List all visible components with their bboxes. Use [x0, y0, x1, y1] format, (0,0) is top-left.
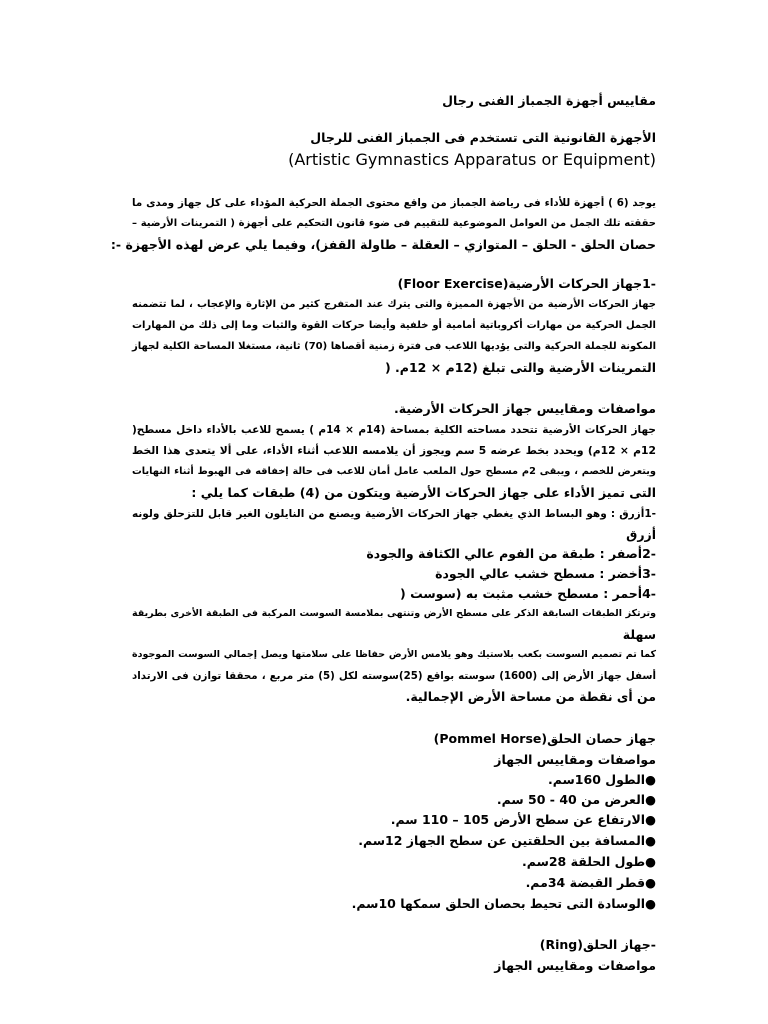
- english-heading: (Artistic Gymnastics Apparatus or Equipment): [288, 150, 656, 169]
- pommel-subheading: مواصفات ومقاييس الجهاز: [494, 752, 656, 767]
- layer-blue-cont: أزرق: [626, 527, 656, 542]
- floor-heading: -1جهاز الحركات الأرضية(Floor Exercise): [397, 276, 656, 291]
- intro-line-1: يوجد (6 ) أجهزة للأداء فى رياضة الجمباز من واقع محتوى الجملة الحركية المؤداء على كل جهاز ومدى ما: [132, 197, 656, 209]
- pommel-bullet-cushion: ●الوسادة التى تحيط بحصان الحلق سمكها 10سم.: [351, 896, 656, 911]
- floor-specs-line-3: ويتعرض للخصم ، ويبقى 2م مسطح حول الملعب عامل أمان للاعب فى حالة إخفاقه فى الهبوط أثناء النهايات: [132, 466, 656, 477]
- floor-line-4: التمرينات الأرضية والتى تبلغ (12م × 12م. (: [384, 360, 656, 375]
- layer-yellow: -2أصفر : طبقة من الفوم عالي الكثافة والجودة: [366, 546, 656, 561]
- document-title: مقاييس أجهزة الجمباز الفنى رجال: [442, 93, 656, 108]
- floor-specs-line-9: وترتكز الطبقات السابقة الذكر على مسطح الأرض وتنتهى بملامسة السوست المركبة فى الطبقة الأخرى بطريقة: [132, 608, 656, 619]
- pommel-bullet-distance: ●المسافة بين الحلقتين عن سطح الجهاز 12سم.: [358, 833, 656, 848]
- pommel-bullet-length: ●الطول 160سم.: [547, 772, 656, 787]
- layer-blue: -1أزرق : وهو البساط الذي يغطي جهاز الحركات الأرضية ويصنع من النايلون الغير قابل للتزحلق ولونه: [132, 508, 656, 520]
- floor-line-2: الجمل الحركية من مهارات أكروباتية أمامية أو خلفية وأيضا حركات القوة والثبات وما إلى ذلك من المهارات: [132, 320, 656, 331]
- layer-red: -4أحمر : مسطح خشب مثبت به (سوست (: [400, 586, 656, 601]
- layer-green: -3أخضر : مسطح خشب عالي الجودة: [435, 566, 656, 581]
- rings-subheading: مواصفات ومقاييس الجهاز: [494, 958, 656, 973]
- floor-specs-line-2: 12م × 12م) ويحدد بخط عرضه 5 سم ويجوز أن يلامسه اللاعب أثناء الأداء، على ألا يتعدى هذا الخط: [132, 444, 656, 457]
- floor-specs-line-1: جهاز الحركات الأرضية تتحدد مساحته الكلية بمساحة (14م × 14م ) يسمح للاعب بالأداء داخل مسطح(: [132, 424, 656, 436]
- intro-line-3: حصان الحلق - الحلق – المتوازي – العقلة – طاولة القفز)، وفيما يلي عرض لهذه الأجهزة -:: [110, 237, 656, 252]
- floor-specs-line-12: أسفل جهاز الأرض إلى (1600) سوسته بواقع (25)سوسته لكل (5) متر مربع ، محققا توازن فى الارتداد: [132, 670, 656, 682]
- legal-heading: الأجهزة القانونية التى تستخدم فى الجمباز الفنى للرجال: [310, 130, 656, 145]
- pommel-heading: جهاز حصان الحلق(Pommel Horse): [433, 731, 656, 746]
- rings-heading: -جهاز الحلق(Ring): [539, 937, 656, 952]
- pommel-bullet-height: ●الارتفاع عن سطح الأرض 105 – 110 سم.: [390, 812, 656, 827]
- floor-specs-line-13: من أى نقطة من مساحة الأرض الإجمالية.: [405, 689, 656, 704]
- floor-line-1: جهاز الحركات الأرضية من الأجهزة المميزة والتى يترك عند المتفرج كثير من الإثارة والإعجاب ، لما تتضمنه: [132, 299, 656, 310]
- floor-specs-line-10: سهلة: [622, 627, 656, 642]
- pommel-bullet-grip: ●قطر القبضة 34مم.: [525, 875, 656, 890]
- floor-line-3: المكونة للجملة الحركية والتى يؤديها اللاعب فى فترة زمنية أقصاها (70) ثانية، مستغلا المساحة الكلية لجهاز: [132, 341, 657, 352]
- pommel-bullet-width: ●العرض من 40 - 50 سم.: [496, 792, 656, 807]
- pommel-bullet-ring-length: ●طول الحلقة 28سم.: [522, 854, 656, 869]
- floor-specs-heading: مواصفات ومقاييس جهاز الحركات الأرضية.: [394, 401, 656, 416]
- floor-specs-line-4: التى تميز الأداء على جهاز الحركات الأرضية ويتكون من (4) طبقات كما يلي :: [191, 485, 656, 500]
- intro-line-2: حققته تلك الجمل من العوامل الموضوعية للتقييم فى ضوء قانون التحكيم على أجهزة ( التمرينات الأرضية –: [132, 218, 656, 229]
- floor-specs-line-11: كما تم تصميم السوست بكعب بلاستيك وهو يلامس الأرض حفاظا على سلامتها ويصل إجمالي السوست الموجودة: [132, 649, 656, 660]
